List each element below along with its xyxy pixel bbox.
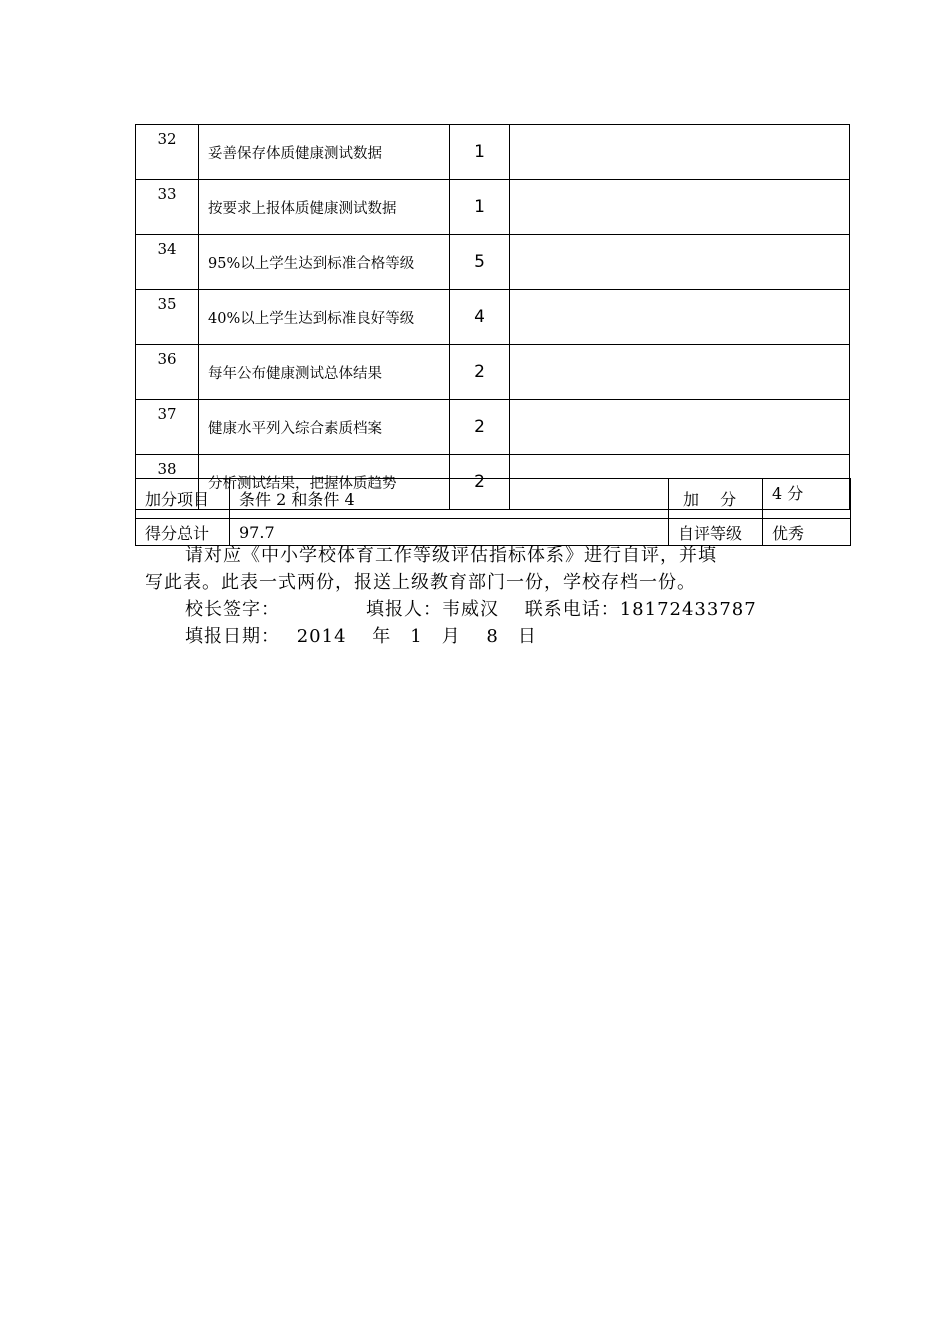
signature-line: 校长签字： 填报人：韦威汉 联系电话：18172433787 xyxy=(147,599,757,620)
bonus-label: 加分项目 xyxy=(136,479,230,519)
row-description: 妥善保存体质健康测试数据 xyxy=(199,125,450,180)
row-description: 按要求上报体质健康测试数据 xyxy=(199,180,450,235)
row-self-eval xyxy=(510,345,850,400)
row-self-eval xyxy=(510,290,850,345)
indicator-table xyxy=(135,124,850,510)
summary-table xyxy=(135,478,851,546)
row-score: 5 xyxy=(450,235,510,290)
instructions xyxy=(147,542,827,650)
row-self-eval xyxy=(510,235,850,290)
row-number: 33 xyxy=(136,180,199,235)
row-description: 健康水平列入综合素质档案 xyxy=(199,400,450,455)
row-score: 4 xyxy=(450,290,510,345)
grade-label: 自评等级 xyxy=(669,519,763,546)
row-description: 每年公布健康测试总体结果 xyxy=(199,345,450,400)
row-score: 2 xyxy=(450,400,510,455)
row-score: 2 xyxy=(450,455,510,510)
total-value: 97.7 xyxy=(230,519,669,546)
row-number: 36 xyxy=(136,345,199,400)
bonus-points-value: 4 分 xyxy=(763,479,851,519)
row-number: 35 xyxy=(136,290,199,345)
bonus-row xyxy=(136,479,851,519)
total-label: 得分总计 xyxy=(136,519,230,546)
row-self-eval xyxy=(510,400,850,455)
table-row xyxy=(136,290,850,345)
row-number: 38 xyxy=(136,455,199,510)
row-number: 34 xyxy=(136,235,199,290)
grade-value: 优秀 xyxy=(763,519,851,546)
row-score: 1 xyxy=(450,180,510,235)
table-row xyxy=(136,180,850,235)
bonus-points-label: 加 分 xyxy=(669,479,763,519)
row-self-eval xyxy=(510,180,850,235)
row-description: 40%以上学生达到标准良好等级 xyxy=(199,290,450,345)
table-row xyxy=(136,235,850,290)
instruction-line-2: 写此表。此表一式两份，报送上级教育部门一份，学校存档一份。 xyxy=(145,572,696,593)
table-row xyxy=(136,125,850,180)
bonus-value: 条件 2 和条件 4 xyxy=(230,479,669,519)
row-score: 2 xyxy=(450,345,510,400)
date-line: 填报日期： 2014 年 1 月 8 日 xyxy=(147,626,537,647)
row-description: 分析测试结果，把握体质趋势 xyxy=(199,455,450,510)
row-number: 32 xyxy=(136,125,199,180)
row-self-eval xyxy=(510,125,850,180)
row-score: 1 xyxy=(450,125,510,180)
instruction-line-1: 请对应《中小学校体育工作等级评估指标体系》进行自评，并填 xyxy=(147,545,717,566)
row-number: 37 xyxy=(136,400,199,455)
row-description: 95%以上学生达到标准合格等级 xyxy=(199,235,450,290)
table-row xyxy=(136,345,850,400)
table-row xyxy=(136,400,850,455)
